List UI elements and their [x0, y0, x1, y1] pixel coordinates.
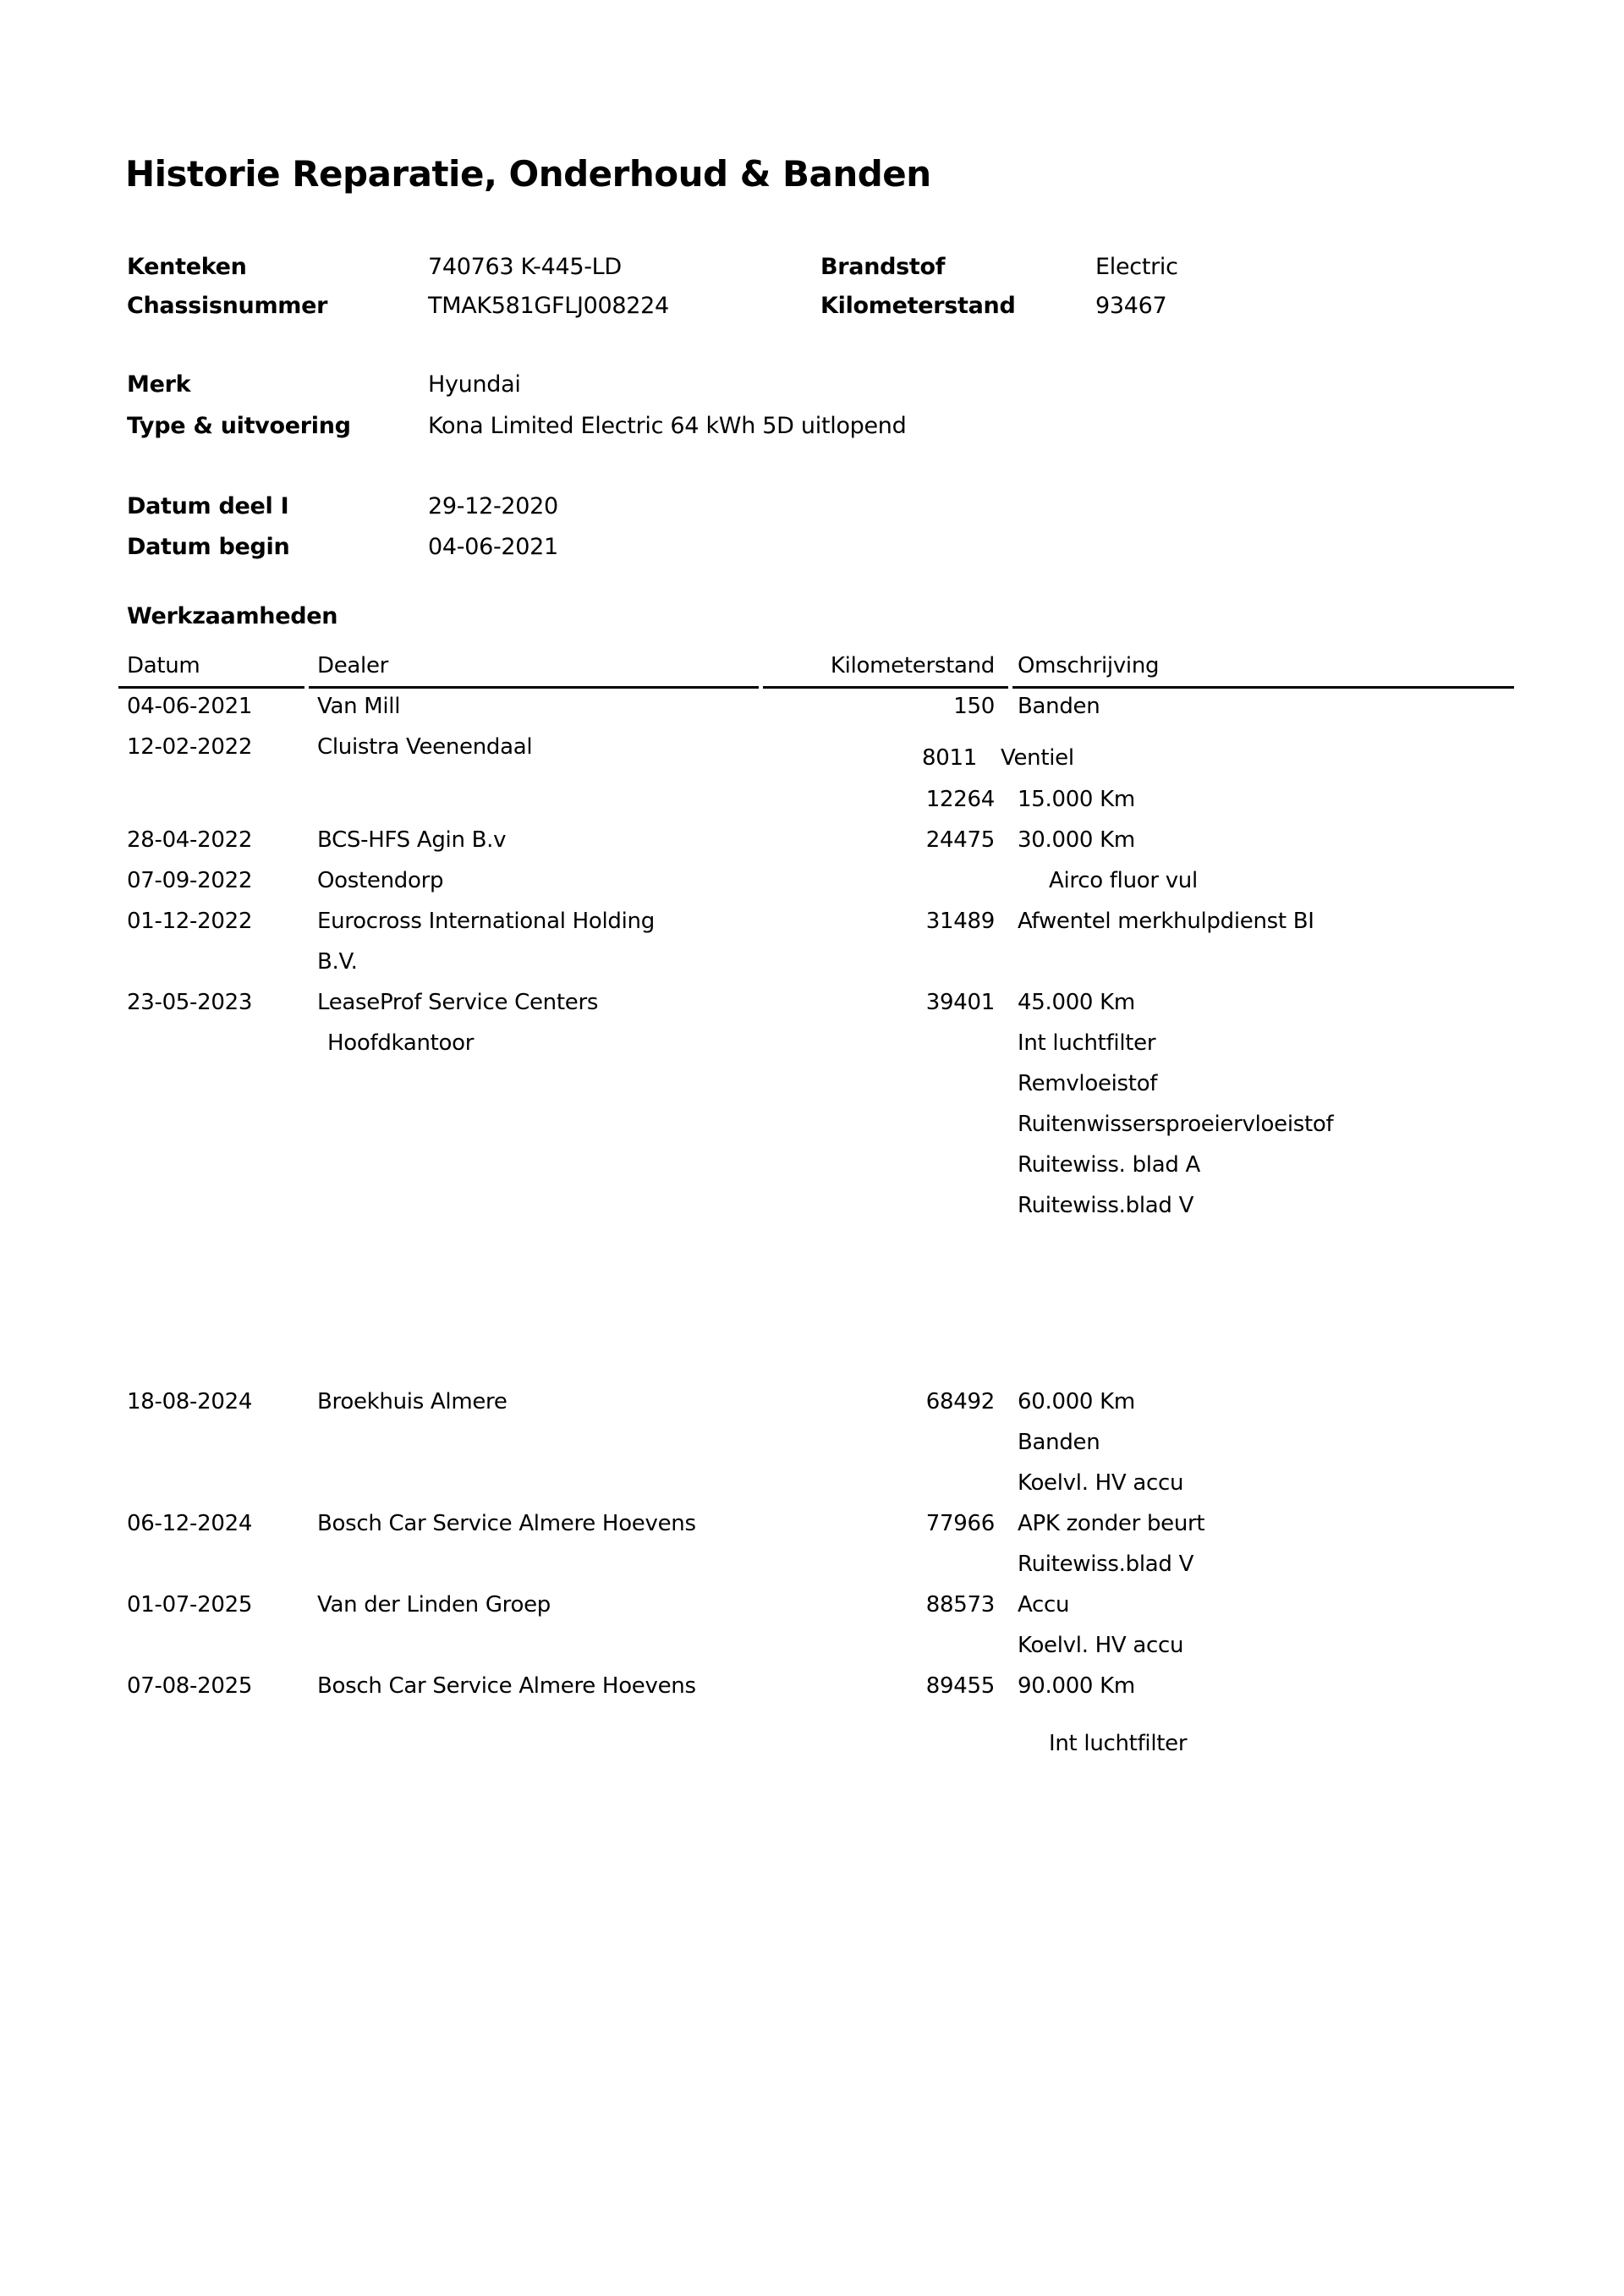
werkzaamheden-datum: 01-07-2025	[127, 1592, 253, 1618]
werkzaamheden-omschrijving: 60.000 Km	[1018, 1389, 1135, 1414]
werkzaamheden-omschrijving: Ruitenwissersproeiervloeistof	[1018, 1112, 1334, 1137]
werkzaamheden-datum: 18-08-2024	[127, 1389, 253, 1414]
werkzaamheden-kilometerstand: 31489	[925, 909, 995, 934]
werkzaamheden-kilometerstand: 39401	[925, 990, 995, 1015]
werkzaamheden-kilometerstand: 77966	[925, 1511, 995, 1536]
werkzaamheden-dealer: Oostendorp	[317, 868, 444, 893]
werkzaamheden-datum: 28-04-2022	[127, 827, 253, 853]
werkzaamheden-omschrijving: Banden	[1018, 1430, 1100, 1455]
werkzaamheden-omschrijving: Afwentel merkhulpdienst BI	[1018, 909, 1314, 934]
werkzaamheden-omschrijving: Koelvl. HV accu	[1018, 1633, 1184, 1658]
werkzaamheden-kilometerstand: 8011	[922, 745, 977, 771]
werkzaamheden-datum: 04-06-2021	[127, 694, 253, 719]
werkzaamheden-kilometerstand: 68492	[925, 1389, 995, 1414]
datum-begin-value: 04-06-2021	[428, 534, 558, 560]
type-uitvoering-label: Type & uitvoering	[127, 413, 351, 439]
werkzaamheden-kilometerstand: 89455	[925, 1673, 995, 1699]
table-header-rule	[1012, 686, 1514, 689]
werkzaamheden-dealer: Eurocross International Holding	[317, 909, 655, 934]
werkzaamheden-dealer: Cluistra Veenendaal	[317, 734, 533, 760]
werkzaamheden-kilometerstand: 88573	[925, 1592, 995, 1618]
werkzaamheden-datum: 06-12-2024	[127, 1511, 253, 1536]
kilometerstand-value: 93467	[1095, 293, 1167, 319]
werkzaamheden-omschrijving: Int luchtfilter	[1018, 1030, 1156, 1056]
table-header-rule	[118, 686, 304, 689]
datum-begin-label: Datum begin	[127, 534, 290, 560]
werkzaamheden-datum: 07-09-2022	[127, 868, 253, 893]
werkzaamheden-omschrijving: 45.000 Km	[1018, 990, 1135, 1015]
werkzaamheden-dealer: Van Mill	[317, 694, 401, 719]
werkzaamheden-dealer: Bosch Car Service Almere Hoevens	[317, 1673, 696, 1699]
werkzaamheden-omschrijving: Remvloeistof	[1018, 1071, 1158, 1096]
werkzaamheden-omschrijving: APK zonder beurt	[1018, 1511, 1205, 1536]
werkzaamheden-dealer: LeaseProf Service Centers	[317, 990, 599, 1015]
werkzaamheden-dealer: Hoofdkantoor	[327, 1030, 475, 1056]
table-header-rule	[763, 686, 1008, 689]
werkzaamheden-datum: 07-08-2025	[127, 1673, 253, 1699]
werkzaamheden-datum: 23-05-2023	[127, 990, 253, 1015]
werkzaamheden-omschrijving: Ruitewiss.blad V	[1018, 1193, 1194, 1218]
werkzaamheden-dealer: Bosch Car Service Almere Hoevens	[317, 1511, 696, 1536]
werkzaamheden-omschrijving: 90.000 Km	[1018, 1673, 1135, 1699]
column-header-omschrijving: Omschrijving	[1018, 653, 1160, 678]
table-header-rule	[309, 686, 759, 689]
werkzaamheden-kilometerstand: 150	[953, 694, 995, 719]
brandstof-label: Brandstof	[820, 254, 946, 280]
werkzaamheden-omschrijving: Accu	[1018, 1592, 1070, 1618]
merk-value: Hyundai	[428, 371, 521, 398]
werkzaamheden-omschrijving: Airco fluor vul	[1049, 868, 1198, 893]
werkzaamheden-omschrijving: 15.000 Km	[1018, 787, 1135, 812]
chassisnummer-value: TMAK581GFLJ008224	[428, 293, 669, 319]
datum-deel1-label: Datum deel I	[127, 493, 289, 519]
column-header-kilometerstand: Kilometerstand	[830, 653, 995, 678]
page-title: Historie Reparatie, Onderhoud & Banden	[125, 153, 931, 195]
werkzaamheden-dealer: BCS-HFS Agin B.v	[317, 827, 507, 853]
werkzaamheden-datum: 12-02-2022	[127, 734, 253, 760]
chassisnummer-label: Chassisnummer	[127, 293, 328, 319]
werkzaamheden-section-title: Werkzaamheden	[127, 603, 338, 629]
werkzaamheden-omschrijving: Ventiel	[1001, 745, 1074, 771]
werkzaamheden-dealer: B.V.	[317, 949, 358, 975]
werkzaamheden-omschrijving: Koelvl. HV accu	[1018, 1470, 1184, 1496]
column-header-dealer: Dealer	[317, 653, 389, 678]
werkzaamheden-omschrijving: Ruitewiss. blad A	[1018, 1152, 1201, 1178]
werkzaamheden-dealer: Broekhuis Almere	[317, 1389, 508, 1414]
kenteken-value: 740763 K-445-LD	[428, 254, 622, 280]
datum-deel1-value: 29-12-2020	[428, 493, 558, 519]
brandstof-value: Electric	[1095, 254, 1178, 280]
kilometerstand-label: Kilometerstand	[820, 293, 1016, 319]
werkzaamheden-datum: 01-12-2022	[127, 909, 253, 934]
type-uitvoering-value: Kona Limited Electric 64 kWh 5D uitlopend	[428, 413, 907, 439]
werkzaamheden-dealer: Van der Linden Groep	[317, 1592, 551, 1618]
werkzaamheden-omschrijving: 30.000 Km	[1018, 827, 1135, 853]
column-header-datum: Datum	[127, 653, 200, 678]
werkzaamheden-kilometerstand: 12264	[925, 787, 995, 812]
werkzaamheden-omschrijving: Int luchtfilter	[1049, 1731, 1188, 1756]
werkzaamheden-kilometerstand: 24475	[925, 827, 995, 853]
werkzaamheden-omschrijving: Ruitewiss.blad V	[1018, 1552, 1194, 1577]
kenteken-label: Kenteken	[127, 254, 247, 280]
merk-label: Merk	[127, 371, 191, 398]
werkzaamheden-omschrijving: Banden	[1018, 694, 1100, 719]
